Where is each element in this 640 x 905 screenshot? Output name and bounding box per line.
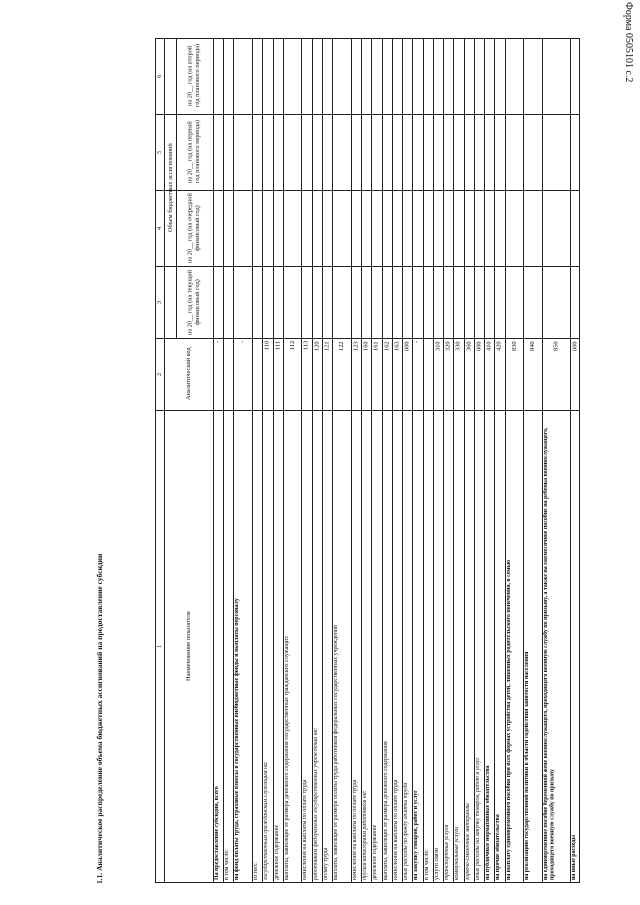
value-cell[interactable] [424,191,432,265]
value-cell[interactable] [323,39,331,113]
header-col5: на 20__ год (на первый год планового периода) [186,120,201,184]
value-cell[interactable] [372,267,380,337]
value-cell[interactable] [284,191,301,265]
header-col3: на 20__ год (на текущий финансовый год) [186,269,201,335]
row-code: - [413,341,421,344]
value-cell[interactable] [434,267,442,337]
value-cell[interactable] [274,267,282,337]
value-cell[interactable] [313,267,321,337]
row-code: - [214,341,222,344]
value-cell[interactable] [465,267,473,337]
value-cell[interactable] [214,191,222,265]
value-cell[interactable] [263,115,271,189]
value-cell[interactable] [234,267,251,337]
value-cell[interactable] [372,39,380,113]
column-number: 3 [156,300,163,304]
value-cell[interactable] [495,191,503,265]
row-code: 830 [510,341,518,351]
column-number: 4 [156,226,163,230]
value-cell[interactable] [485,39,493,113]
value-cell[interactable] [274,39,282,113]
value-cell[interactable] [465,115,473,189]
row-name: денежное содержание [273,824,280,880]
header-col1: Наименование показателя [184,611,192,682]
value-cell[interactable] [302,191,310,265]
row-name: горюче-смазочные материалы [464,803,471,880]
value-cell[interactable] [274,191,282,265]
row-name: на выплату единовременного пособия при всех формах устройства детей, лишенных родительского попечения, в семью [505,559,512,880]
column-number: 2 [156,372,163,376]
value-cell[interactable] [571,267,579,337]
value-cell[interactable] [413,115,421,189]
value-cell[interactable] [543,39,569,113]
row-code: 420 [495,341,503,351]
row-name: в том числе: [224,849,231,880]
row-code: 123 [352,341,360,351]
row-name: на прочие обязательства [495,814,502,880]
row-code [253,341,261,407]
value-cell[interactable] [475,115,483,189]
row-name: на единовременное пособие беременной жене военнослужащего, проходящего военную службу по призыву, а также на ежемесячное пособие на ребенка военнослужащего, проходящего военную службу по призыву [542,427,556,880]
value-cell[interactable] [383,115,391,189]
column-number: 1 [156,644,163,649]
value-cell[interactable] [224,39,232,113]
row-name: коммунальные услуги [454,826,461,880]
value-cell[interactable] [485,191,493,265]
row-name: работникам федеральных государственных учреждений на: [312,727,319,880]
value-cell[interactable] [214,267,222,337]
value-cell[interactable] [234,39,251,113]
value-cell[interactable] [454,267,462,337]
row-name: иные расходы по фонду оплаты труда [403,782,410,880]
row-name: выплаты, зависящие от размера денежного содержания [382,741,389,880]
row-code: 120 [313,341,321,351]
value-cell[interactable] [444,191,452,265]
row-code: 310 [434,341,442,351]
row-name: начисления на выплаты по оплате труда [392,779,399,880]
value-cell[interactable] [465,191,473,265]
value-cell[interactable] [524,267,541,337]
value-cell[interactable] [543,115,569,189]
value-cell[interactable] [571,191,579,265]
row-code: 110 [263,341,271,351]
value-cell[interactable] [454,39,462,113]
row-code: - [239,341,247,344]
row-code: 113 [303,341,311,351]
value-cell[interactable] [362,115,370,189]
row-name: на реализацию государственной политики в области содействия занятости населения [524,651,531,880]
value-cell[interactable] [506,267,523,337]
value-cell[interactable] [313,39,321,113]
value-cell[interactable] [543,267,569,337]
value-cell[interactable] [393,191,401,265]
value-cell[interactable] [413,267,421,337]
value-cell[interactable] [284,267,301,337]
value-cell[interactable] [485,267,493,337]
row-name: оплату труда [322,847,329,880]
value-cell[interactable] [393,115,401,189]
header-col4: на 20__ год (на очередной финансовый год) [186,193,201,263]
value-cell[interactable] [253,191,261,265]
row-name: начисления на выплаты по оплате труда [351,779,358,880]
value-cell[interactable] [475,39,483,113]
value-cell[interactable] [393,39,401,113]
value-cell[interactable] [444,39,452,113]
column-number: 5 [156,150,163,154]
value-cell[interactable] [362,267,370,337]
value-cell[interactable] [424,39,432,113]
row-code: 360 [465,341,473,351]
value-cell[interactable] [263,39,271,113]
row-name: другим категориям работников на: [362,790,369,880]
value-cell[interactable] [506,191,523,265]
value-cell[interactable] [571,115,579,189]
value-cell[interactable] [362,191,370,265]
header-col6: на 20__ год (на второй год планового периода) [186,44,201,108]
value-cell[interactable] [434,39,442,113]
row-name: государственным гражданским служащим на: [263,761,270,880]
row-code: 840 [528,341,536,351]
row-code: 330 [454,341,462,351]
value-cell[interactable] [302,39,310,113]
value-cell[interactable] [383,267,391,337]
value-cell[interactable] [224,115,232,189]
value-cell[interactable] [352,267,360,337]
row-code: 121 [323,341,331,351]
row-name: иные расходы на закупку товаров, работ и услуг [474,757,481,880]
value-cell[interactable] [352,115,360,189]
value-cell[interactable] [413,191,421,265]
value-cell[interactable] [234,191,251,265]
value-cell[interactable] [495,267,503,337]
column-divider [155,410,580,411]
row-name: денежное содержание [372,824,379,880]
value-cell[interactable] [224,267,232,337]
value-cell[interactable] [403,39,411,113]
header-col2: Аналитический код [184,347,192,401]
value-cell[interactable] [403,191,411,265]
value-cell[interactable] [333,115,350,189]
value-cell[interactable] [302,267,310,337]
row-name: на закупку товаров, работ и услуг [413,790,420,880]
row-code: 111 [274,341,282,351]
column-number: 6 [156,74,163,78]
value-cell[interactable] [362,39,370,113]
row-name: выплаты, зависящие от размера оплаты труда работников федеральных государственных учреждений [333,624,340,880]
value-cell[interactable] [403,267,411,337]
value-cell[interactable] [444,115,452,189]
row-code: 160 [362,341,370,351]
value-cell[interactable] [506,39,523,113]
form-code: Форма 0505101 с.2 [623,2,634,83]
row-name: На предоставление субсидии, всего [214,786,220,880]
value-cell[interactable] [465,39,473,113]
value-cell[interactable] [524,191,541,265]
row-code: 320 [444,341,452,351]
value-cell[interactable] [571,39,579,113]
value-cell[interactable] [214,39,222,113]
allocation-table [155,38,580,883]
value-cell[interactable] [485,115,493,189]
value-cell[interactable] [454,115,462,189]
row-name: услуги связи [433,848,440,880]
value-cell[interactable] [424,267,432,337]
row-code: 161 [372,341,380,351]
row-code [424,341,432,407]
value-cell[interactable] [444,267,452,337]
value-cell[interactable] [214,115,222,189]
value-cell[interactable] [403,115,411,189]
row-code: 850 [552,341,560,351]
value-cell[interactable] [333,267,350,337]
value-cell[interactable] [284,39,301,113]
value-cell[interactable] [253,267,261,337]
row-name: выплаты, зависящие от размера денежного содержания государственных гражданских служащих [283,635,290,880]
value-cell[interactable] [333,191,350,265]
row-name: из них: [253,862,260,880]
value-cell[interactable] [313,115,321,189]
column-divider [155,338,580,339]
value-cell[interactable] [495,39,503,113]
value-cell[interactable] [323,191,331,265]
value-cell[interactable] [263,191,271,265]
row-code: 410 [485,341,493,351]
header-group: Объем бюджетных ассигнований [166,143,174,233]
value-cell[interactable] [372,191,380,265]
page-title: 1.1. Аналитическое распределение объема бюджетных ассигнований на предоставление субсидии [95,553,104,884]
row-name: на иные расходы [570,834,577,880]
value-cell[interactable] [372,115,380,189]
value-cell[interactable] [284,115,301,189]
value-cell[interactable] [274,115,282,189]
value-cell[interactable] [434,191,442,265]
value-cell[interactable] [524,39,541,113]
value-cell[interactable] [234,115,251,189]
value-cell[interactable] [253,39,261,113]
value-cell[interactable] [323,267,331,337]
value-cell[interactable] [475,267,483,337]
value-cell[interactable] [383,191,391,265]
row-code: 163 [393,341,401,351]
row-code: 000 [403,341,411,351]
row-code [224,341,232,407]
value-cell[interactable] [313,191,321,265]
row-code: 000 [571,341,579,351]
value-cell[interactable] [263,267,271,337]
value-cell[interactable] [543,191,569,265]
row-code: 112 [288,341,296,351]
row-name: начисления на выплаты по оплате труда [302,779,309,880]
value-cell[interactable] [352,39,360,113]
row-name: в том числе: [423,849,430,880]
row-code: 122 [338,341,346,351]
value-cell[interactable] [413,39,421,113]
row-name: транспортные услуги [444,824,451,880]
row-name: на публичные нормативные обязательства [485,765,492,880]
value-cell[interactable] [224,191,232,265]
value-cell[interactable] [323,115,331,189]
value-cell[interactable] [333,39,350,113]
value-cell[interactable] [475,191,483,265]
value-cell[interactable] [424,115,432,189]
value-cell[interactable] [383,39,391,113]
value-cell[interactable] [393,267,401,337]
value-cell[interactable] [454,191,462,265]
value-cell[interactable] [506,115,523,189]
row-code: 162 [383,341,391,351]
value-cell[interactable] [253,115,261,189]
value-cell[interactable] [302,115,310,189]
row-name: на фонд оплаты труда, страховые взносы в государственные внебюджетные фонды и выплаты персоналу [234,598,241,880]
value-cell[interactable] [495,115,503,189]
value-cell[interactable] [352,191,360,265]
value-cell[interactable] [524,115,541,189]
row-code: 000 [475,341,483,351]
value-cell[interactable] [434,115,442,189]
